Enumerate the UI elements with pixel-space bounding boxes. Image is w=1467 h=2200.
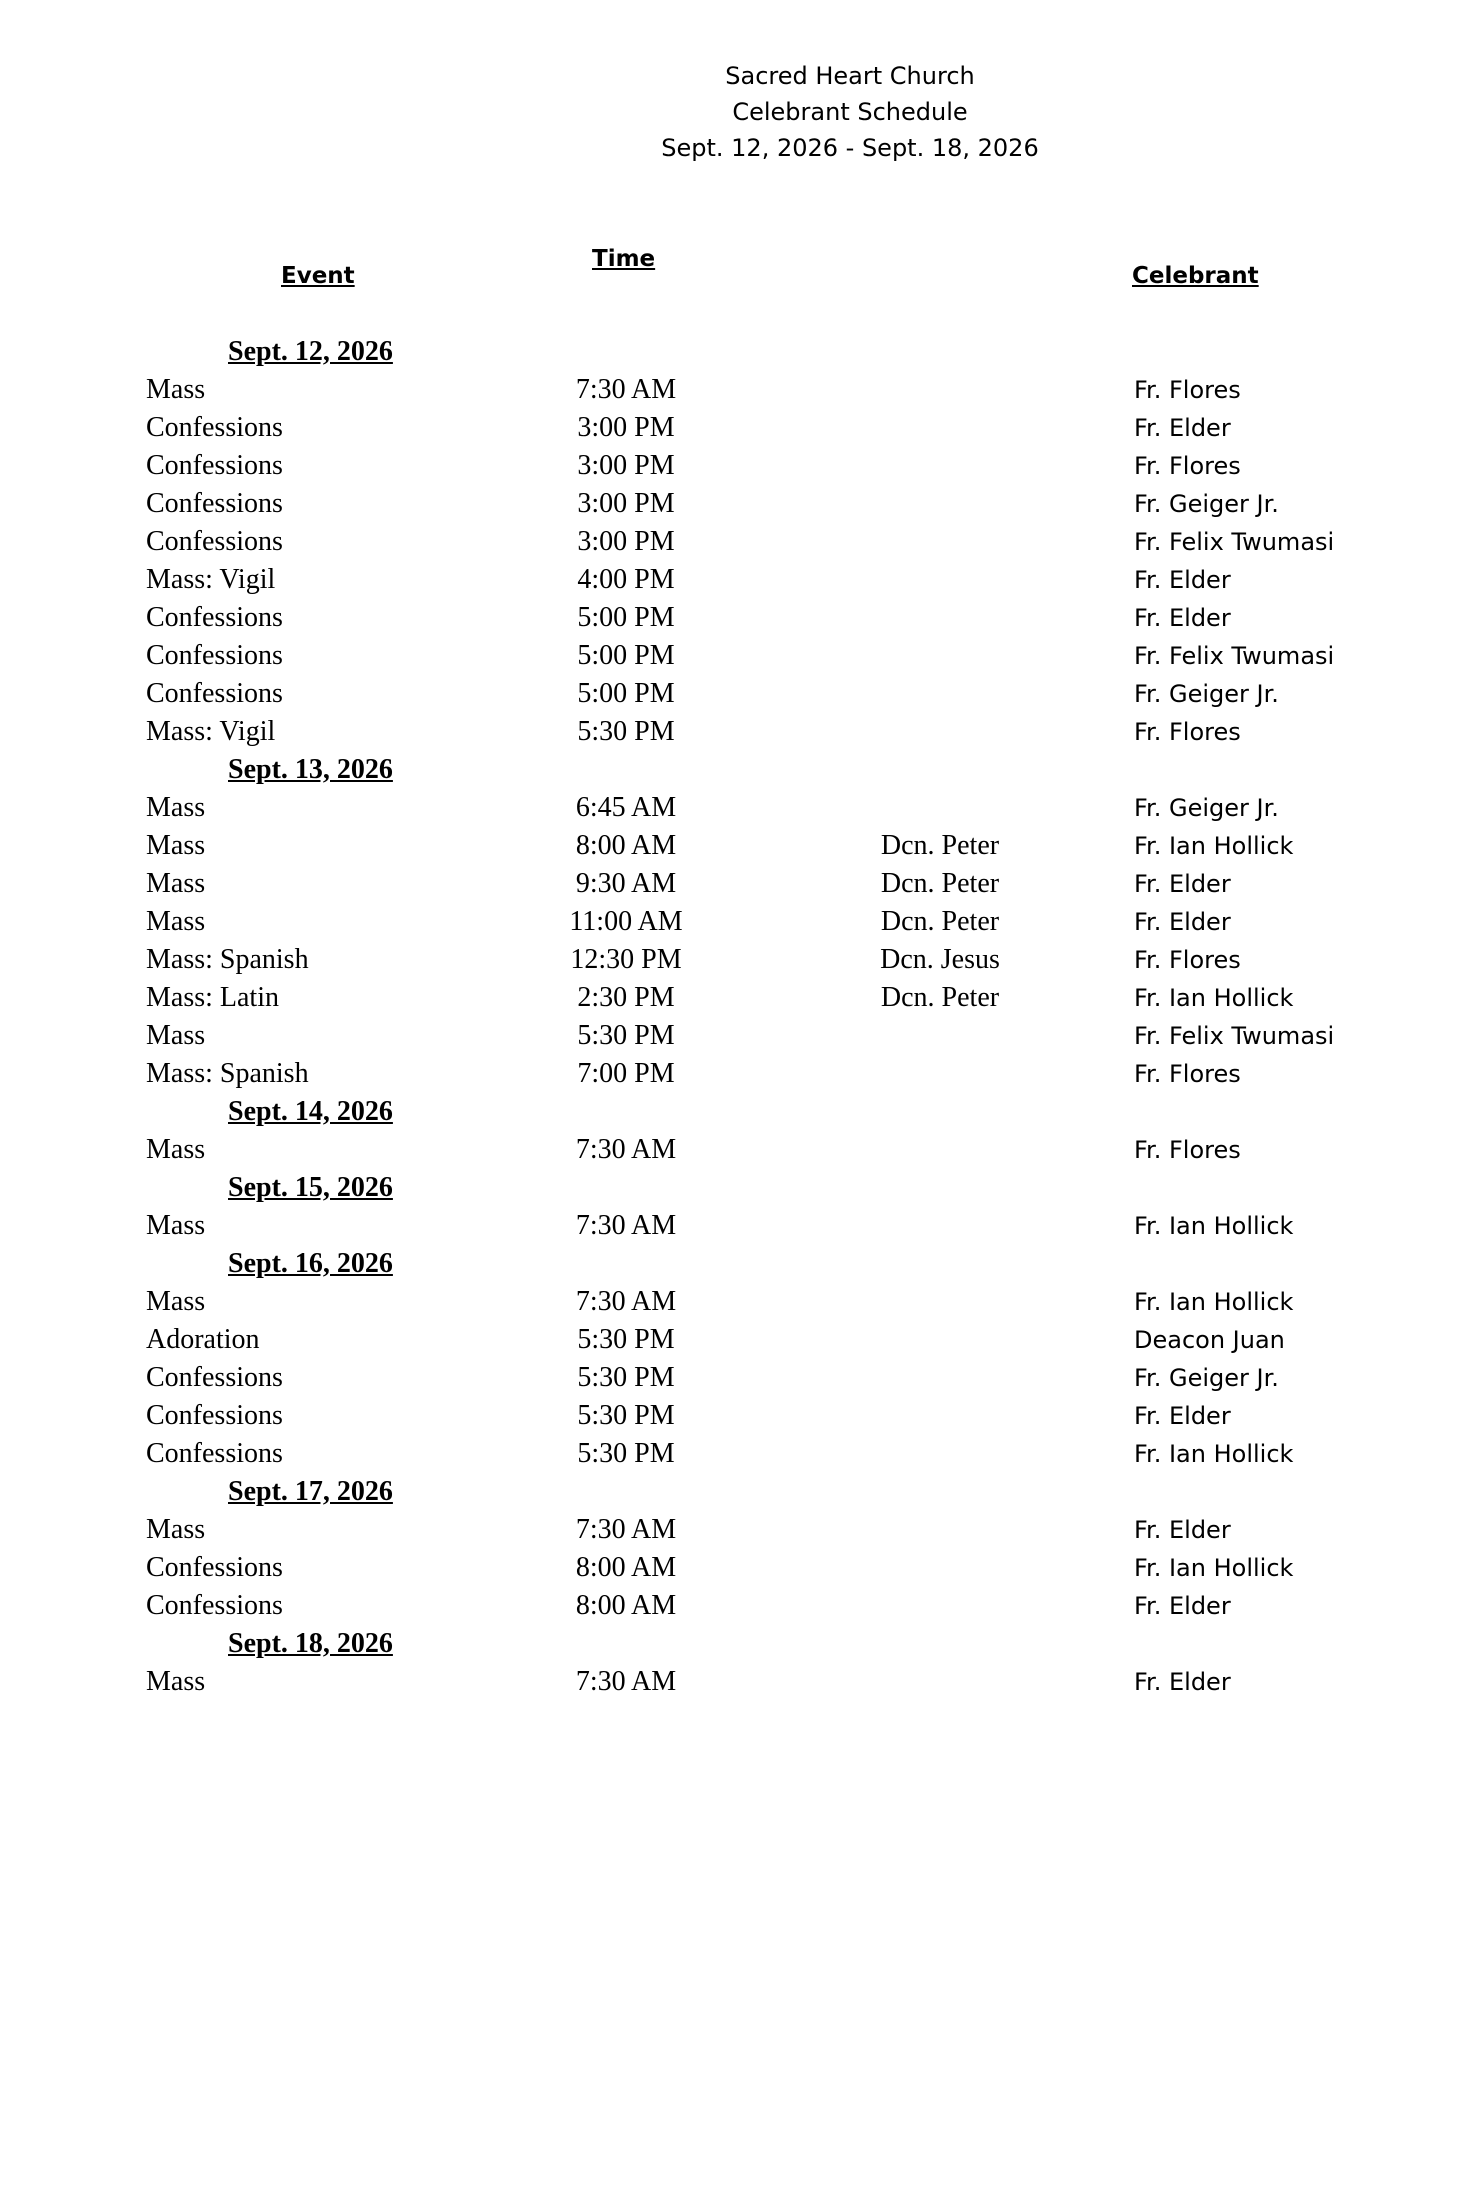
event-cell: Mass: Vigil <box>146 564 276 595</box>
event-cell: Mass <box>146 868 206 899</box>
time-cell: 9:30 AM <box>575 868 677 899</box>
celebrant-cell: Fr. Elder <box>1134 1668 1231 1696</box>
celebrant-cell: Fr. Elder <box>1134 1402 1231 1430</box>
schedule-row <box>0 485 1467 523</box>
time-cell: 8:00 AM <box>575 1552 677 1583</box>
celebrant-cell: Fr. Flores <box>1134 946 1241 974</box>
day-heading-row <box>0 333 1467 371</box>
schedule-row <box>0 1283 1467 1321</box>
church-name: Sacred Heart Church <box>725 62 975 90</box>
celebrant-cell: Fr. Flores <box>1134 376 1241 404</box>
celebrant-cell: Fr. Ian Hollick <box>1134 1288 1294 1316</box>
day-heading-row <box>0 1245 1467 1283</box>
event-cell: Mass <box>146 1134 206 1165</box>
schedule-row <box>0 561 1467 599</box>
celebrant-cell: Fr. Geiger Jr. <box>1134 490 1279 518</box>
celebrant-cell: Fr. Ian Hollick <box>1134 1440 1294 1468</box>
celebrant-cell: Fr. Elder <box>1134 566 1231 594</box>
event-cell: Mass <box>146 830 206 861</box>
time-cell: 8:00 AM <box>575 830 677 861</box>
day-date: Sept. 17, 2026 <box>228 1476 393 1507</box>
time-cell: 3:00 PM <box>577 450 675 481</box>
day-date: Sept. 18, 2026 <box>228 1628 393 1659</box>
event-cell: Confessions <box>146 1438 283 1469</box>
time-cell: 5:00 PM <box>577 602 675 633</box>
date-range: Sept. 12, 2026 - Sept. 18, 2026 <box>661 134 1039 162</box>
day-heading-row <box>0 1093 1467 1131</box>
event-cell: Mass <box>146 792 206 823</box>
schedule-row <box>0 1207 1467 1245</box>
event-cell: Mass <box>146 1286 206 1317</box>
schedule-row <box>0 1321 1467 1359</box>
document-header <box>0 58 1467 166</box>
event-cell: Confessions <box>146 1552 283 1583</box>
schedule-row <box>0 523 1467 561</box>
celebrant-cell: Fr. Felix Twumasi <box>1134 642 1335 670</box>
schedule-row <box>0 409 1467 447</box>
deacon-cell: Dcn. Peter <box>880 868 1000 899</box>
schedule-row <box>0 941 1467 979</box>
event-cell: Confessions <box>146 678 283 709</box>
time-cell: 5:30 PM <box>577 1020 675 1051</box>
day-date: Sept. 12, 2026 <box>228 336 393 367</box>
time-cell: 12:30 PM <box>570 944 682 975</box>
time-cell: 5:30 PM <box>577 1438 675 1469</box>
column-header-event: Event <box>281 263 355 289</box>
schedule-row <box>0 979 1467 1017</box>
column-header-time: Time <box>592 246 656 272</box>
celebrant-cell: Fr. Elder <box>1134 414 1231 442</box>
celebrant-cell: Fr. Elder <box>1134 604 1231 632</box>
schedule-row <box>0 1663 1467 1701</box>
schedule-row <box>0 1131 1467 1169</box>
celebrant-cell: Fr. Ian Hollick <box>1134 984 1294 1012</box>
time-cell: 5:30 PM <box>577 1400 675 1431</box>
day-date: Sept. 14, 2026 <box>228 1096 393 1127</box>
event-cell: Confessions <box>146 640 283 671</box>
event-cell: Mass: Vigil <box>146 716 276 747</box>
time-cell: 7:30 AM <box>575 1210 677 1241</box>
time-cell: 5:00 PM <box>577 678 675 709</box>
celebrant-cell: Fr. Elder <box>1134 1592 1231 1620</box>
celebrant-cell: Fr. Ian Hollick <box>1134 1212 1294 1240</box>
day-heading-row <box>0 1625 1467 1663</box>
celebrant-cell: Fr. Geiger Jr. <box>1134 680 1279 708</box>
celebrant-cell: Fr. Elder <box>1134 870 1231 898</box>
day-date: Sept. 13, 2026 <box>228 754 393 785</box>
event-cell: Mass <box>146 1020 206 1051</box>
schedule-row <box>0 1359 1467 1397</box>
day-date: Sept. 15, 2026 <box>228 1172 393 1203</box>
schedule-row <box>0 1435 1467 1473</box>
event-cell: Mass <box>146 374 206 405</box>
celebrant-cell: Fr. Geiger Jr. <box>1134 1364 1279 1392</box>
celebrant-cell: Fr. Ian Hollick <box>1134 1554 1294 1582</box>
deacon-cell: Dcn. Peter <box>880 982 1000 1013</box>
schedule-row <box>0 1397 1467 1435</box>
schedule-row <box>0 789 1467 827</box>
celebrant-cell: Fr. Felix Twumasi <box>1134 1022 1335 1050</box>
celebrant-cell: Fr. Geiger Jr. <box>1134 794 1279 822</box>
time-cell: 6:45 AM <box>575 792 677 823</box>
time-cell: 5:30 PM <box>577 1324 675 1355</box>
time-cell: 7:30 AM <box>575 1286 677 1317</box>
column-header-celebrant: Celebrant <box>1132 263 1259 289</box>
time-cell: 7:30 AM <box>575 1666 677 1697</box>
event-cell: Confessions <box>146 1400 283 1431</box>
celebrant-cell: Fr. Flores <box>1134 1136 1241 1164</box>
schedule-row <box>0 1055 1467 1093</box>
schedule-row <box>0 447 1467 485</box>
event-cell: Confessions <box>146 602 283 633</box>
deacon-cell: Dcn. Peter <box>880 830 1000 861</box>
celebrant-cell: Fr. Elder <box>1134 1516 1231 1544</box>
event-cell: Confessions <box>146 1590 283 1621</box>
time-cell: 5:00 PM <box>577 640 675 671</box>
event-cell: Confessions <box>146 488 283 519</box>
time-cell: 5:30 PM <box>577 1362 675 1393</box>
schedule-row <box>0 1017 1467 1055</box>
time-cell: 7:30 AM <box>575 1514 677 1545</box>
event-cell: Mass <box>146 1514 206 1545</box>
schedule-row <box>0 865 1467 903</box>
event-cell: Mass: Latin <box>146 982 279 1013</box>
schedule-row <box>0 827 1467 865</box>
schedule-row <box>0 903 1467 941</box>
schedule-table <box>0 333 1467 1701</box>
time-cell: 8:00 AM <box>575 1590 677 1621</box>
day-date: Sept. 16, 2026 <box>228 1248 393 1279</box>
celebrant-cell: Fr. Elder <box>1134 908 1231 936</box>
day-heading-row <box>0 1169 1467 1207</box>
time-cell: 7:00 PM <box>577 1058 675 1089</box>
event-cell: Mass: Spanish <box>146 1058 309 1089</box>
time-cell: 7:30 AM <box>575 374 677 405</box>
event-cell: Confessions <box>146 1362 283 1393</box>
event-cell: Confessions <box>146 450 283 481</box>
schedule-row <box>0 371 1467 409</box>
celebrant-cell: Fr. Flores <box>1134 718 1241 746</box>
schedule-row <box>0 599 1467 637</box>
day-heading-row <box>0 751 1467 789</box>
time-cell: 3:00 PM <box>577 526 675 557</box>
schedule-row <box>0 675 1467 713</box>
time-cell: 3:00 PM <box>577 412 675 443</box>
event-cell: Mass <box>146 1210 206 1241</box>
celebrant-cell: Deacon Juan <box>1134 1326 1285 1354</box>
time-cell: 3:00 PM <box>577 488 675 519</box>
schedule-row <box>0 713 1467 751</box>
event-cell: Confessions <box>146 412 283 443</box>
celebrant-cell: Fr. Felix Twumasi <box>1134 528 1335 556</box>
day-heading-row <box>0 1473 1467 1511</box>
schedule-row <box>0 1587 1467 1625</box>
document-title: Celebrant Schedule <box>732 98 968 126</box>
celebrant-cell: Fr. Flores <box>1134 1060 1241 1088</box>
deacon-cell: Dcn. Jesus <box>880 944 1000 975</box>
event-cell: Mass: Spanish <box>146 944 309 975</box>
time-cell: 11:00 AM <box>569 906 683 937</box>
deacon-cell: Dcn. Peter <box>880 906 1000 937</box>
event-cell: Mass <box>146 906 206 937</box>
event-cell: Confessions <box>146 526 283 557</box>
time-cell: 5:30 PM <box>577 716 675 747</box>
schedule-row <box>0 637 1467 675</box>
time-cell: 4:00 PM <box>577 564 675 595</box>
event-cell: Adoration <box>146 1324 260 1355</box>
schedule-row <box>0 1549 1467 1587</box>
time-cell: 7:30 AM <box>575 1134 677 1165</box>
celebrant-cell: Fr. Ian Hollick <box>1134 832 1294 860</box>
schedule-row <box>0 1511 1467 1549</box>
event-cell: Mass <box>146 1666 206 1697</box>
celebrant-cell: Fr. Flores <box>1134 452 1241 480</box>
time-cell: 2:30 PM <box>577 982 675 1013</box>
